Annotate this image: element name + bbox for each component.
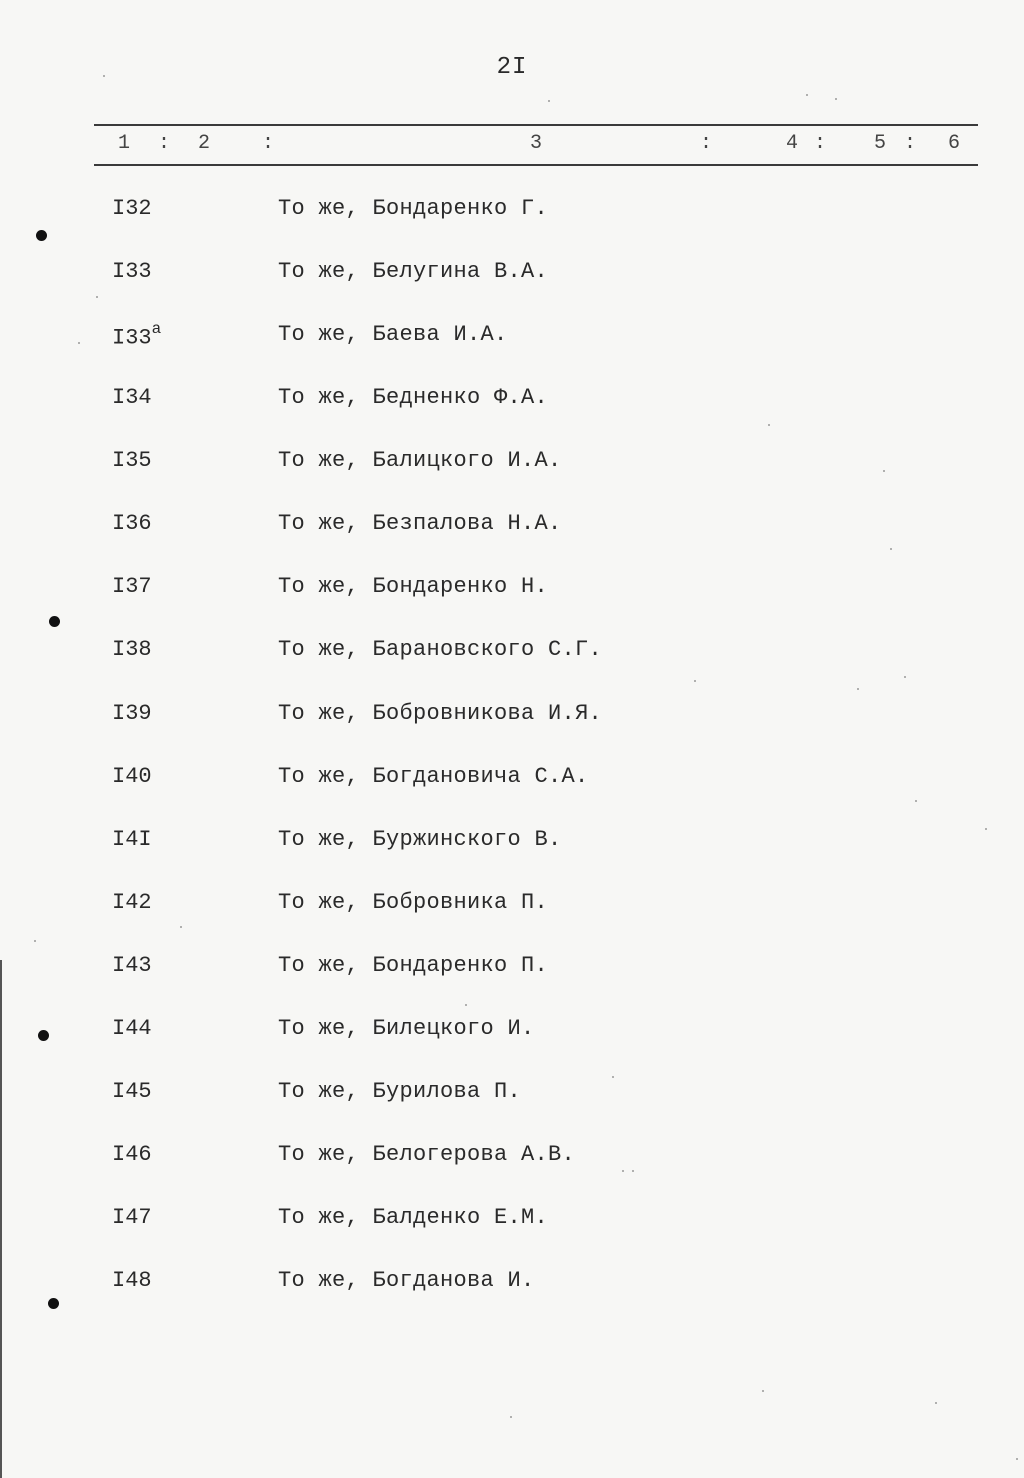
row-number-suffix: а — [151, 320, 162, 338]
scan-speck — [78, 342, 80, 344]
column-header-3: 3 — [530, 132, 543, 155]
scan-speck — [985, 828, 987, 830]
row-number: I33 — [112, 259, 152, 284]
table-row — [0, 890, 1024, 930]
row-number: I34 — [112, 385, 152, 410]
scan-speck — [96, 296, 98, 298]
table-row — [0, 196, 1024, 236]
scan-speck — [806, 94, 808, 96]
row-number: I43 — [112, 953, 152, 978]
row-number: I36 — [112, 511, 152, 536]
column-separator: : — [700, 132, 713, 155]
table-row — [0, 259, 1024, 299]
scan-edge — [0, 960, 2, 1478]
row-entry: То же, Богдановича С.А. — [278, 764, 589, 789]
scan-speck — [1016, 1458, 1018, 1460]
page-number: 2I — [496, 54, 528, 81]
scan-speck — [632, 1170, 634, 1172]
scan-speck — [890, 548, 892, 550]
scan-speck — [694, 680, 696, 682]
table-row — [0, 637, 1024, 677]
table-row — [0, 1016, 1024, 1056]
scan-speck — [915, 800, 917, 802]
scan-speck — [612, 1076, 614, 1078]
punch-hole — [48, 1298, 59, 1309]
table-row — [0, 322, 1024, 362]
row-entry: То же, Бобровника П. — [278, 890, 549, 915]
table-row — [0, 953, 1024, 993]
row-number: I42 — [112, 890, 152, 915]
scan-speck — [103, 75, 105, 77]
column-header-4: 4 — [786, 132, 799, 155]
column-header-6: 6 — [948, 132, 961, 155]
row-entry: То же, Балденко Е.М. — [278, 1205, 549, 1230]
table-row — [0, 574, 1024, 614]
table-top-rule — [94, 124, 978, 126]
table-header-rule — [94, 164, 978, 166]
table-row — [0, 701, 1024, 741]
row-entry: То же, Билецкого И. — [278, 1016, 535, 1041]
scan-speck — [465, 1004, 467, 1006]
punch-hole — [38, 1030, 49, 1041]
row-number: I45 — [112, 1079, 152, 1104]
row-number: I47 — [112, 1205, 152, 1230]
scan-speck — [835, 98, 837, 100]
row-number: I38 — [112, 637, 152, 662]
row-number: I4I — [112, 827, 152, 852]
table-row — [0, 385, 1024, 425]
scan-speck — [883, 470, 885, 472]
row-number: I35 — [112, 448, 152, 473]
row-number: I40 — [112, 764, 152, 789]
column-separator: : — [904, 132, 917, 155]
row-entry: То же, Бондаренко Г. — [278, 196, 549, 221]
row-entry: То же, Белугина В.А. — [278, 259, 549, 284]
scan-speck — [548, 100, 550, 102]
column-header-1: 1 — [118, 132, 131, 155]
row-number: I39 — [112, 701, 152, 726]
table-row — [0, 827, 1024, 867]
table-row — [0, 764, 1024, 804]
column-separator: : — [262, 132, 275, 155]
scan-speck — [904, 676, 906, 678]
table-row — [0, 1268, 1024, 1308]
scan-speck — [762, 1390, 764, 1392]
row-entry: То же, Бондаренко П. — [278, 953, 549, 978]
row-number: I37 — [112, 574, 152, 599]
scan-speck — [857, 688, 859, 690]
row-entry: То же, Бобровникова И.Я. — [278, 701, 603, 726]
scan-speck — [180, 926, 182, 928]
punch-hole — [36, 230, 47, 241]
row-entry: То же, Буржинского В. — [278, 827, 562, 852]
scan-speck — [510, 1416, 512, 1418]
table-row — [0, 448, 1024, 488]
row-entry: То же, Балицкого И.А. — [278, 448, 562, 473]
row-entry: То же, Безпалова Н.А. — [278, 511, 562, 536]
row-entry: То же, Барановского С.Г. — [278, 637, 603, 662]
row-entry: То же, Белогерова А.В. — [278, 1142, 576, 1167]
column-header-5: 5 — [874, 132, 887, 155]
row-number: I32 — [112, 196, 152, 221]
scan-speck — [34, 940, 36, 942]
row-entry: То же, Баева И.А. — [278, 322, 508, 347]
table-row — [0, 511, 1024, 551]
row-entry: То же, Бедненко Ф.А. — [278, 385, 549, 410]
table-row — [0, 1079, 1024, 1119]
scan-speck — [622, 1170, 624, 1172]
row-number: $I33^а$ — [112, 320, 162, 351]
punch-hole — [49, 616, 60, 627]
table-row — [0, 1142, 1024, 1182]
table-row — [0, 1205, 1024, 1245]
row-number: I44 — [112, 1016, 152, 1041]
row-number: I48 — [112, 1268, 152, 1293]
column-header-2: 2 — [198, 132, 211, 155]
row-number: I46 — [112, 1142, 152, 1167]
scan-speck — [935, 1402, 937, 1404]
row-entry: То же, Богданова И. — [278, 1268, 535, 1293]
column-separator: : — [158, 132, 171, 155]
scan-speck — [768, 424, 770, 426]
column-separator: : — [814, 132, 827, 155]
row-entry: То же, Бондаренко Н. — [278, 574, 549, 599]
row-entry: То же, Бурилова П. — [278, 1079, 522, 1104]
